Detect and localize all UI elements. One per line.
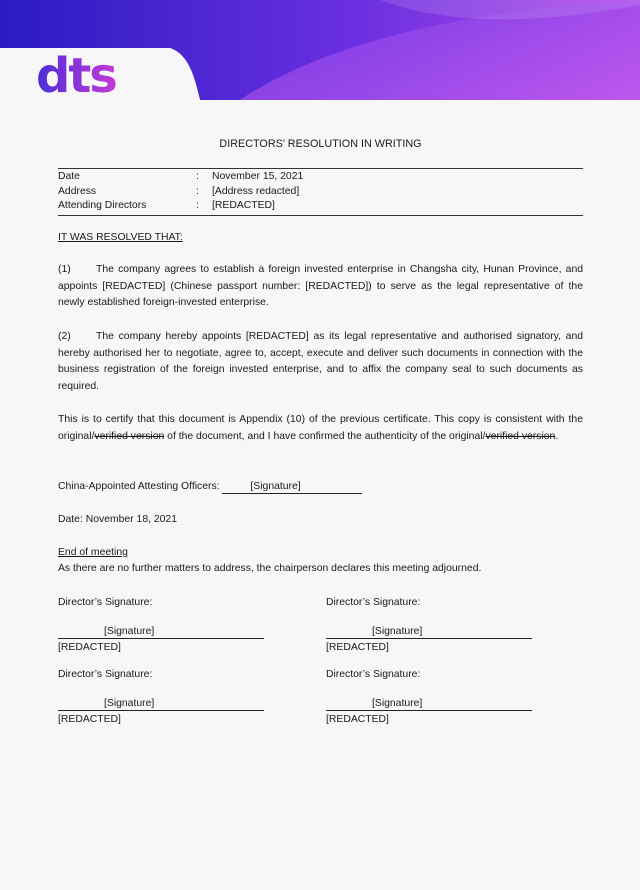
signatory-name: [REDACTED] [58,642,121,653]
signature-line: [Signature] [326,698,532,711]
info-colon: : [196,185,199,197]
info-label: Address [58,185,97,197]
director-signature-block [326,595,586,657]
signature-label: Director’s Signature: [326,669,421,680]
director-signature-block [326,667,586,729]
company-logo: dts [36,48,116,104]
resolved-heading: IT WAS RESOLVED THAT: [58,232,183,243]
signatory-name: [REDACTED] [326,642,389,653]
letterhead-banner [0,0,640,110]
end-of-meeting-heading: End of meeting [58,547,128,558]
resolution-item-2 [58,329,583,395]
signature-label: Director’s Signature: [58,597,153,608]
certify-text: . [555,430,559,442]
resolution-item-1 [58,262,583,312]
signature-line: [Signature] [58,626,264,639]
certify-text: This is to certify that this document is Appendix (10) of the previous certificate. This copy is consistent with the original/ [58,414,583,442]
struck-text: verified version [94,430,165,442]
end-of-meeting-text: As there are no further matters to address, the chairperson declares this meeting adjourned. [58,563,482,574]
certify-text: of the document, and I have confirmed the authenticity of the original/ [164,430,486,442]
signature-line: [Signature] [326,626,532,639]
info-label: Attending Directors [58,200,147,211]
director-signature-block [58,595,318,657]
signature-line: [Signature] [58,698,264,711]
signature-label: Director’s Signature: [326,597,421,608]
item-number: (1) [58,264,71,275]
signing-date: Date: November 18, 2021 [58,514,177,525]
info-row-attending [58,199,583,214]
signatory-name: [REDACTED] [58,714,121,725]
info-colon: : [196,200,199,211]
item-number: (2) [58,331,71,342]
info-value: [REDACTED] [212,200,275,211]
info-colon: : [196,171,199,182]
info-row-date [58,170,583,185]
attesting-signature: [Signature] [222,481,362,494]
item-text: The company agrees to establish a foreign invested enterprise in Changsha city, Hunan Province, and appoints [REDACTED] (Chinese passport number: [REDACTED]) to serve as the legal representative of the newly established foreign-invested enterprise. [58,264,583,308]
info-label: Date [58,171,80,182]
info-value: [Address redacted] [212,185,300,197]
director-signature-block [58,667,318,729]
certification-paragraph [58,412,583,445]
struck-text: verified version [485,430,556,442]
meeting-info-table [58,168,583,216]
signatory-name: [REDACTED] [326,714,389,725]
signature-label: Director’s Signature: [58,669,153,680]
item-text: The company hereby appoints [REDACTED] as its legal representative and authorised signatory, and hereby authorised her to negotiate, agree to, accept, execute and deliver such documents in connection with the business registration of the foreign invested enterprise, and to affix the company seal to such documents as required. [58,331,583,392]
attesting-officers-line [58,479,583,496]
info-value: November 15, 2021 [212,171,304,182]
info-row-address [58,185,583,200]
document-title: DIRECTORS’ RESOLUTION IN WRITING [219,138,422,150]
attesting-label: China-Appointed Attesting Officers: [58,481,220,492]
